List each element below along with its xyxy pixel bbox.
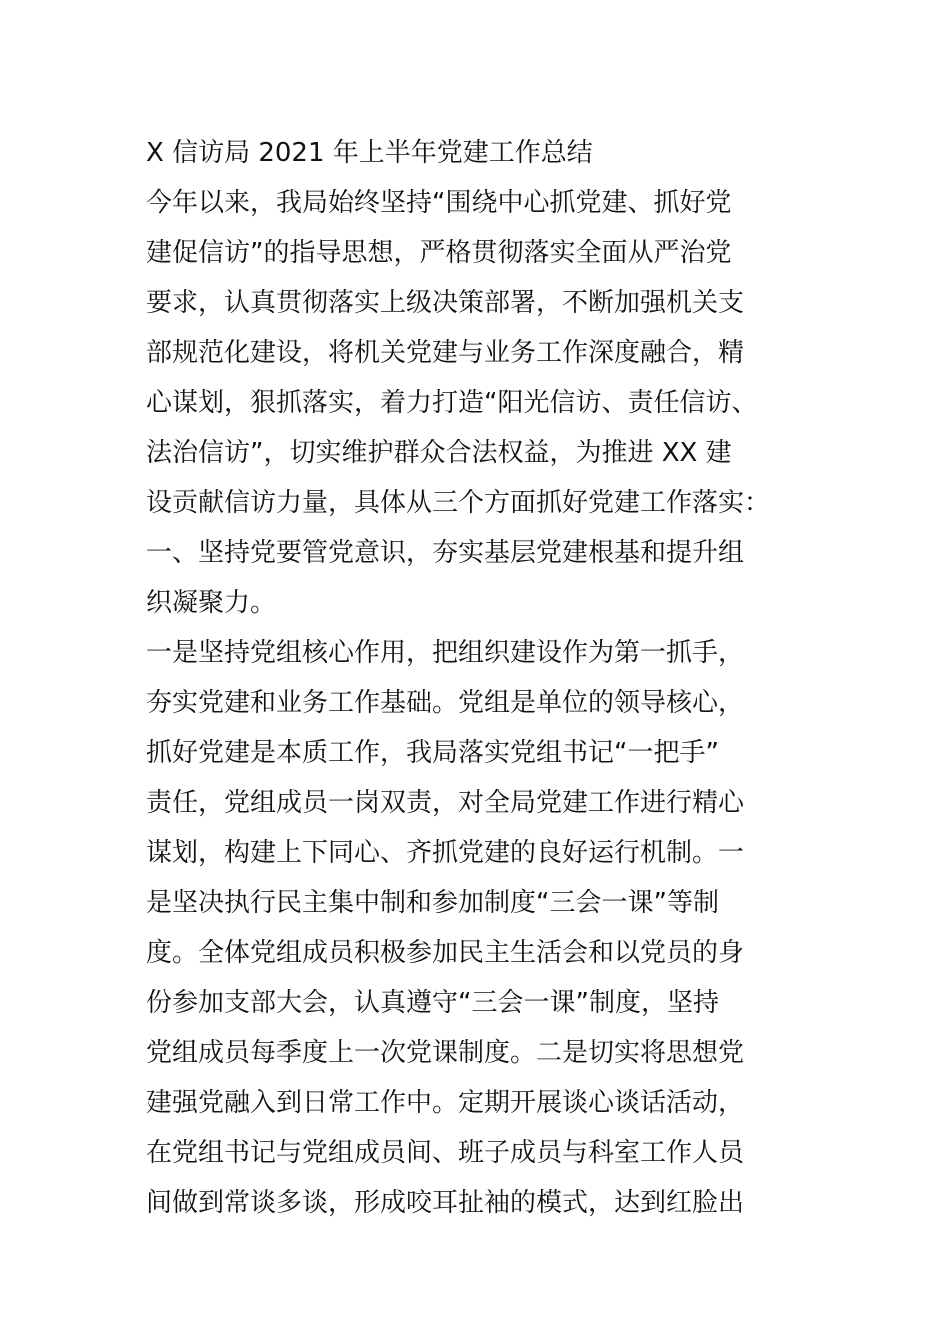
paragraph-line: 党组成员每季度上一次党课制度。二是切实将思想党	[146, 1038, 745, 1068]
document-body	[146, 128, 846, 1228]
paragraph-line: 夯实党建和业务工作基础。党组是单位的领导核心，	[146, 688, 745, 718]
paragraph-line: 建促信访”的指导思想，严格贯彻落实全面从严治党	[146, 238, 732, 268]
paragraph-line: 心谋划，狠抓落实，着力打造“阳光信访、责任信访、	[146, 388, 758, 418]
paragraph-line: 谋划，构建上下同心、齐抓党建的良好运行机制。一	[146, 838, 745, 868]
paragraph-line: 要求，认真贯彻落实上级决策部署，不断加强机关支	[146, 288, 745, 318]
paragraph-line: 是坚决执行民主集中制和参加制度“三会一课”等制	[146, 888, 719, 918]
paragraph-line: 一是坚持党组核心作用，把组织建设作为第一抓手，	[146, 638, 745, 668]
document-title: X 信访局 2021 年上半年党建工作总结	[146, 138, 593, 168]
paragraph-line: 建强党融入到日常工作中。定期开展谈心谈话活动，	[146, 1088, 745, 1118]
paragraph-line: 设贡献信访力量，具体从三个方面抓好党建工作落实：	[146, 488, 771, 518]
paragraph-line: 抓好党建是本质工作，我局落实党组书记“一把手”	[146, 738, 719, 768]
paragraph-line: 份参加支部大会，认真遵守“三会一课”制度，坚持	[146, 988, 719, 1018]
paragraph-line: 法治信访”，切实维护群众合法权益，为推进 XX 建	[146, 438, 732, 468]
paragraph-line: 度。全体党组成员积极参加民主生活会和以党员的身	[146, 938, 745, 968]
section-heading-line: 一、坚持党要管党意识，夯实基层党建根基和提升组	[146, 538, 745, 568]
section-heading-line: 织凝聚力。	[146, 588, 277, 618]
paragraph-line: 间做到常谈多谈，形成咬耳扯袖的模式，达到红脸出	[146, 1188, 745, 1218]
paragraph-line: 部规范化建设，将机关党建与业务工作深度融合，精	[146, 338, 745, 368]
paragraph-line: 责任，党组成员一岗双责，对全局党建工作进行精心	[146, 788, 745, 818]
paragraph-line: 在党组书记与党组成员间、班子成员与科室工作人员	[146, 1138, 745, 1168]
paragraph-line: 今年以来，我局始终坚持“围绕中心抓党建、抓好党	[146, 188, 732, 218]
